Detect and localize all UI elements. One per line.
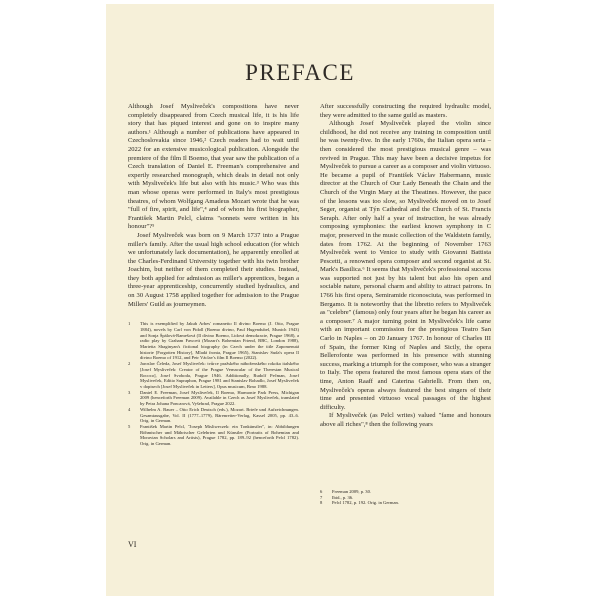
right-column xyxy=(320,103,491,430)
body-paragraph: After successfully constructing the required hydraulic model, they were admitted to the same guild as masters. xyxy=(320,103,491,119)
footnote-text: Daniel E. Freeman, Josef Mysliveček, Il Boemo, Harmonie Park Press, Michigan 2009 (henceforth Freeman 2009). Available in Czech as Josef Mysliveček, translated by Petra Johana Poncarová, Vyšehrad, Prague 2022. xyxy=(140,389,299,407)
footnote xyxy=(320,500,491,506)
footnote-number: 1 xyxy=(128,321,131,327)
document-page xyxy=(106,4,494,596)
footnote-number: 8 xyxy=(320,500,323,506)
page-title: PREFACE xyxy=(245,60,355,85)
page-number: VI xyxy=(128,540,137,549)
body-paragraph: If Mysliveček (as Pelcl writes) valued "fame and honours above all riches",⁸ then the following years xyxy=(320,412,491,428)
footnote-number: 4 xyxy=(128,406,131,412)
footnote xyxy=(128,407,299,424)
footnote xyxy=(128,390,299,407)
footnote-text: Ibid., p. 36. xyxy=(332,494,354,500)
body-paragraph: Although Josef Mysliveček's compositions have never completely disappeared from Czech musical life, it is his life story that has piqued interest and gone on to inspire many authors.¹ Although a number of publications have appeared in Czechoslovakia since 1946,² Czech readers had to wait until 2022 for an extensive musicological publication. Alongside the premiere of the film Il Boemo, that year saw the publication of a Czech translation of Daniel E. Freeman's comprehensive and expertly researched monograph, which deals in detail not only with Mysliveček's life but also with his music.³ Who was this man whose operas were performed in Italy's most prestigious theatres, of whom Wolfgang Amadeus Mozart wrote that he was "full of fire, spirit, and life",⁴ and of whom his first biographer, František Martin Pelcl, claims "sonnets were written in his honour"?⁵ xyxy=(128,103,299,231)
footnote-text: Pelcl 1782, p. 192. Orig. in German. xyxy=(332,500,399,506)
footnote-number: 6 xyxy=(320,489,323,494)
footnote xyxy=(128,361,299,390)
body-paragraph: Although Josef Mysliveček played the violin since childhood, he did not receive any training in composition until he was twenty-five. In the early 1760s, the Italian opera seria – then considered the most prestigious musical genre – was revived in Prague. This may have been a decisive impetus for Mysliveček to pursue a career as a composer and violin virtuoso. He became a pupil of František Václav Habermann, music director at the Church of Our Lady Beneath the Chain and the Church of the Virgin Mary at the Theatines. However, the pace of the lessons was too slow, so Mysliveček moved on to Josef Seger, organist at Týn Cathedral and the Church of St. Francis Seraph. After only half a year of instruction, he was already composing symphonies: the earliest known symphony in C major, preserved in the music collection of the Waldstein family, dates from 1762. At the beginning of November 1763 Mysliveček went to Venice to study with Giovanni Battista Pescetti, a renowned opera composer and second organist at St. Mark's Basilica.⁶ It seems that Mysliveček's professional success was supported not just by his talent but also his open and sociable nature, personal charm and ability to attract patrons. In 1766 his first opera, Semiramide riconosciuta, was performed in Bergamo. It is noteworthy that the libretto refers to Mysliveček as "celebre" (famous) only four years after he began his career as a composer.⁷ A major turning point in Mysliveček's life came with an important commission for the prestigious Teatro San Carlo in Naples – on 20 January 1767. In honour of Charles III of Spain, the former King of Naples and Sicily, the opera Bellerofonte was performed in his presence with stunning success, marking a triumph for the composer, who was a stranger to Italy. The opera featured the most famous opera stars of the time, Anton Raaff and Caterina Gabrielli. From then on, Mysliveček's operas always featured the best singers of their time and presented virtuoso vocal passages of the highest difficulty. xyxy=(320,120,491,411)
footnote-text: Freeman 2009, p. 30. xyxy=(332,489,372,494)
footnote-text: Wilhelm A. Bauer – Otto Erich Deutsch (eds.), Mozart. Briefe und Aufzeichnungen. Gesamtausgabe, Vol. II (1777–1779), Bärenreiter-Verlag, Kassel 2005, pp. 43–6. Orig. in German. xyxy=(140,406,299,424)
footnotes-left xyxy=(128,321,299,446)
footnote-number: 2 xyxy=(128,361,131,367)
footnote-number: 7 xyxy=(320,494,323,500)
footnote-number: 3 xyxy=(128,389,131,395)
footnote xyxy=(128,321,299,361)
footnote-text: Jaroslav Čeleda, Josef Mysliveček: tvůrce pražského náboženského rokoka italského [Josef Mysliveček: Creator of the Prague Vernacular of the Theresian Musical Rococo], Josef Svoboda, Prague 1946. Additionally, Rudolf Pečman, Josef Mysliveček, Editio Supraphon, Prague 1981 and Stanislav Bohadlo, Josef Mysliveček v dopisech [Josef Mysliveček in Letters], Opus musicum, Brno 1988. xyxy=(140,361,299,389)
footnote xyxy=(128,424,299,447)
left-column xyxy=(128,103,299,447)
footnote-number: 5 xyxy=(128,423,131,429)
footnotes-right xyxy=(320,489,491,506)
body-paragraph: Josef Mysliveček was born on 9 March 1737 into a Prague miller's family. After the usual high school education (for which we unfortunately lack documentation), he apparently enrolled at the Charles-Ferdinand University together with his twin brother Joachim, but neither of them completed their studies. Instead, they both applied for admission as miller's apprentices, began a three-year apprenticeship, concurrently studied hydraulics, and on 30 August 1758 applied together for admission to the Prague Millers' Guild as journeymen. xyxy=(128,231,299,308)
footnote-text: František Martin Pelcl, "Joseph Misliweczek: ein Tonkünstler", in: Abbildungen Böhmischer und Mährischer Gelehrten und Künstler (Portraits of Bohemian and Moravian Scholars and Artists), Prague 1782, pp. 189–92 (henceforth Pelcl 1782). Orig. in German. xyxy=(140,423,299,447)
footnote-text: This is exemplified by Jakub Arbes' romanetto Il divino Boemo (J. Otto, Prague 1884), novels by Carl von Pidoll (Boemo divino, Paul Hugendubel, Munich 1943) and Sonja Špálová-Ramešová (Il divino Boemo, Lidová demokracie, Prague 1968), a radio play by Graham Fawcett (Mozart's Bohemian Friend, BBC, London 1988), Marietta Shaginyan's fictional biography (in Czech under the title Zapomenutá historie [Forgotten History], Mladá fronta, Prague 1965), Stanislav Suda's opera Il divino Boemo of 1912, and Petr Václav's film Il Boemo (2022). xyxy=(140,321,299,361)
